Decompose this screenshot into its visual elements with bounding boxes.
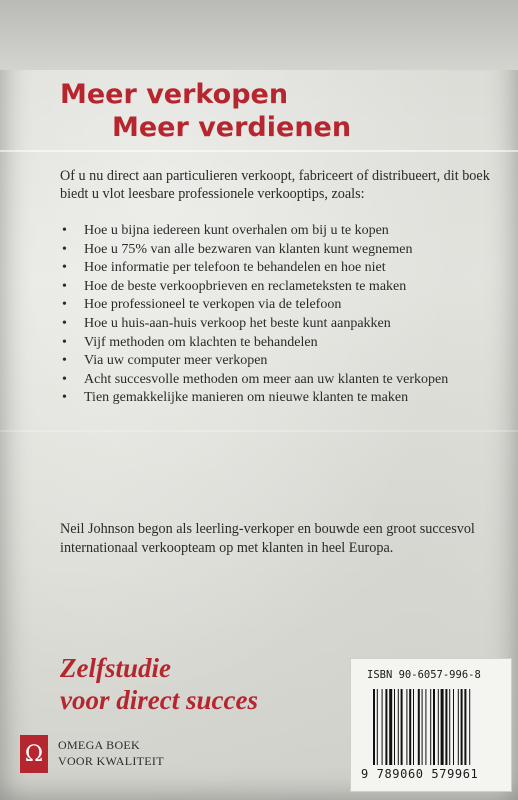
barcode-bar: [422, 689, 423, 765]
barcode-bar: [406, 689, 407, 765]
barcode-bar: [385, 689, 387, 765]
headline-line-2: Meer verdienen: [112, 112, 352, 143]
barcode-bar: [453, 689, 454, 765]
list-item: • Vijf methoden om klachten te behandelen: [60, 334, 500, 353]
headline: [60, 78, 351, 144]
publisher-line-2: VOOR KWALITEIT: [58, 754, 164, 768]
shrinkwrap-glare: [0, 430, 518, 432]
intro-paragraph: Of u nu direct aan particulieren verkoopt, fabriceert of distribueert, dit boek biedt u vlot leesbare professionele verkooptips, zoals:: [60, 168, 490, 202]
publisher-name: [58, 737, 164, 769]
barcode-bar: [389, 689, 392, 765]
shrinkwrap-top-band: [0, 0, 518, 70]
barcode-bar: [461, 689, 463, 765]
list-item: • Hoe de beste verkoopbrieven en reclameteksten te maken: [60, 278, 500, 297]
barcode-icon: [373, 689, 491, 765]
barcode-bar: [409, 689, 411, 765]
list-item: • Hoe informatie per telefoon te behandelen en hoe niet: [60, 259, 500, 278]
list-item: • Hoe u bijna iedereen kunt overhalen om bij u te kopen: [60, 222, 500, 241]
barcode-bar: [441, 689, 444, 765]
barcode-bar: [438, 689, 439, 765]
list-item: • Hoe u huis-aan-huis verkoop het beste kunt aanpakken: [60, 315, 500, 334]
tagline-line-2: voor direct succes: [60, 685, 258, 715]
barcode-bar: [464, 689, 466, 765]
barcode-bar: [430, 689, 431, 765]
tagline-line-1: Zelfstudie: [60, 653, 171, 683]
barcode-bar: [394, 689, 395, 765]
headline-line-1: Meer verkopen: [60, 79, 289, 110]
tagline: [60, 652, 258, 716]
ean-digits: 9 789060 579961: [361, 767, 479, 781]
list-item: • Acht succesvolle methoden om meer aan uw klanten te verkopen: [60, 371, 500, 390]
list-item: • Via uw computer meer verkopen: [60, 352, 500, 371]
shrinkwrap-glare: [0, 150, 518, 152]
publisher-line-1: OMEGA BOEK: [58, 738, 141, 752]
barcode-bar: [433, 689, 435, 765]
barcode-bar: [401, 689, 403, 765]
list-item: • Tien gemakkelijke manieren om nieuwe klanten te maken: [60, 389, 500, 408]
barcode-bar: [413, 689, 414, 765]
author-bio: Neil Johnson begon als leerling-verkoper en bouwde een groot succesvol internationaal verkoopteam op met klanten in heel Europa.: [60, 521, 475, 556]
barcode-bar: [373, 689, 375, 765]
barcode-bar: [469, 689, 470, 765]
barcode-bar: [445, 689, 447, 765]
list-item: • Hoe professioneel te verkopen via de telefoon: [60, 296, 500, 315]
barcode-bar: [458, 689, 459, 765]
tips-list: [60, 222, 500, 408]
isbn-label: ISBN 90-6057-996-8: [367, 669, 481, 681]
barcode-bar: [449, 689, 450, 765]
list-item: [60, 241, 500, 260]
barcode-bar: [382, 689, 383, 765]
barcode-bar: [425, 689, 426, 765]
barcode-panel: [350, 658, 512, 792]
barcode-bar: [418, 689, 420, 765]
list-item-text: Hoe u 75% van alle bezwaren van klanten kunt wegnemen: [84, 241, 413, 257]
barcode-bar: [377, 689, 378, 765]
omega-logo-icon: Ω: [20, 735, 48, 773]
barcode-bar: [398, 689, 399, 765]
